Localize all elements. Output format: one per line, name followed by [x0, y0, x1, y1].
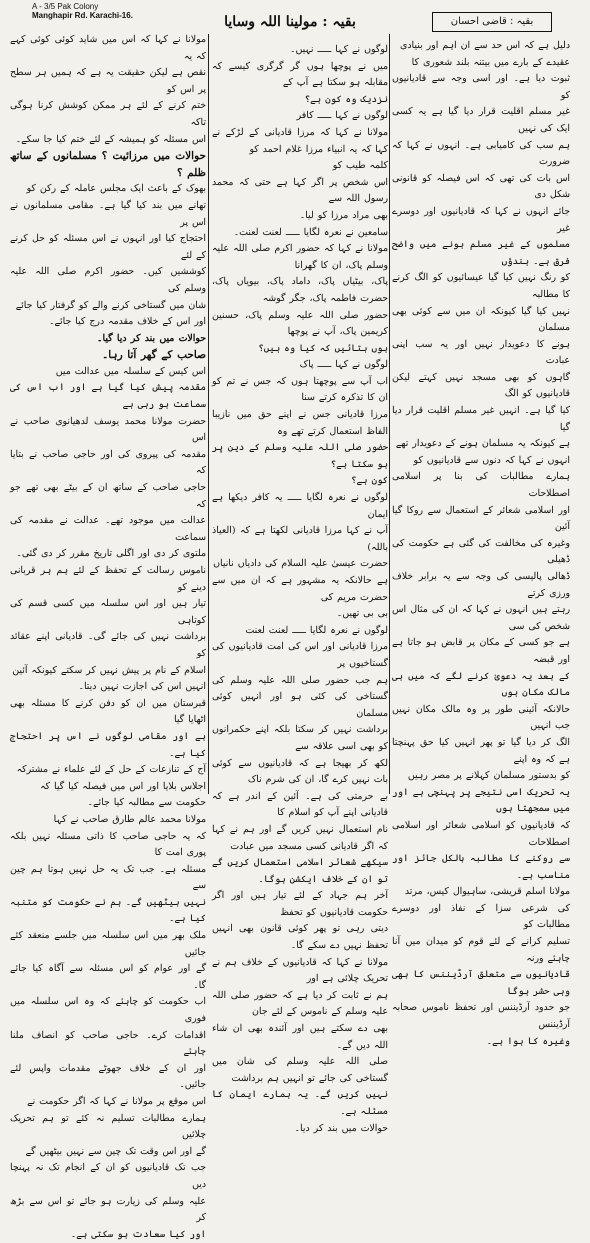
- text-line: اب حکومت کو چاہئے کہ وہ اس سلسلہ میں فوری: [10, 996, 206, 1025]
- text-line: صاحب کے گھر آتا رہا۔: [102, 349, 206, 362]
- text-line: لوگوں نے کہا ـــــ کافر: [296, 110, 388, 122]
- text-line: ہم سب کی کامیابی ہے۔ انہوں نے کہا کہ ضرورت: [392, 139, 570, 168]
- text-line: اجلاس بلایا اور اس میں فیصلہ کیا گیا کہ: [40, 780, 206, 792]
- text-line: مرزا قادیانی اور اس کی امت قادیانیوں کی گستاخیوں پر: [212, 641, 388, 669]
- text-line: مسئلہ ہے۔ جب تک یہ حل نہیں ہوتا ہم چین سے: [10, 863, 206, 892]
- continuation-heading: بقیہ : مولینا اللہ وسایا: [224, 14, 356, 30]
- text-line: اقدامات کرے۔ حاجی صاحب کو انصاف ملنا چاہئے: [10, 1029, 206, 1058]
- text-line: لوگوں نے نعرہ لگایا ـــــ یہ کافر دیکھا ہے ایمان: [212, 492, 388, 520]
- text-line: بھی مراد مرزا کو لیا۔: [299, 209, 388, 221]
- text-line: دلیل ہے کہ اس حد سے ان اہم اور بنیادی: [400, 40, 570, 51]
- text-line: گاہوں کو بھی مسجد نہیں کہتے لیکن قادیانیوں کو الگ: [392, 371, 570, 400]
- text-line: کو بدستور مسلمان کہلانے پر مصر رہیں: [407, 770, 570, 782]
- text-line: گے اور اس وقت تک چین سے نہیں بیٹھیں گے: [25, 1145, 206, 1157]
- text-line: لکھ کر بھیجا ہے کہ قادیانیوں سے کوئی بات نہیں کرے گا، ان کی شرم ناک: [212, 757, 388, 786]
- text-line: کیا گیا ہے۔ انہیں غیر مسلم اقلیت قرار دیا گیا: [392, 405, 570, 433]
- text-line: ملتوی کر دی اور اگلی تاریخ مقرر کر دی گئی۔: [16, 548, 206, 560]
- text-line: حضرت مولانا محمد یوسف لدھیانوی صاحب نے اس: [10, 415, 206, 444]
- text-line: کہ قادیانیوں کو اسلامی شعائر اور اسلامی اصطلاحات: [392, 819, 570, 848]
- text-line: غیر مسلم اقلیت قرار دیا گیا ہے یہ کسی ایک کی نہیں: [392, 106, 570, 134]
- text-line: لوگوں نے نعرہ لگایا ـــــ لعنت لعنت: [245, 624, 388, 636]
- address-line-1: A - 3/5 Pak Colony: [32, 2, 99, 11]
- text-line: اور ان کے خلاف جھوٹے مقدمات واپس لئے جائیں۔: [10, 1062, 206, 1091]
- text-line: سیکھے شعائر اسلامی استعمال کریں گے تو ان کے خلاف ایکشن ہوگا۔: [212, 857, 388, 885]
- text-line: اب آپ سے پوچھتا ہوں کہ جس نے تم کو ان کا تذکرہ کرتے سنا: [212, 375, 388, 404]
- text-line: مولانا نے کہا کہ اس میں شاید کوئی کوئی کہے کہ یہ: [10, 34, 206, 62]
- text-line: وغیرہ کا ہوا ہے۔: [486, 1035, 570, 1047]
- text-line: حضرت عیسیٰ علیہ السلام کی دادیاں نانیاں: [213, 558, 388, 570]
- text-line: ہم جب حضور صلی اللہ علیہ وسلم کی گستاخی کی کئی ہو اور انہیں کوئی مسلمان: [212, 674, 388, 719]
- text-line: اس شخص پر اگر کہا ہے حتی کہ محمد رسول اللہ سے: [212, 176, 388, 205]
- text-line: مولانا اسلم قریشی، ساہیوال کیس، مرتد: [404, 886, 570, 898]
- text-line: اس موقع پر مولانا نے کہا کہ اگر حکومت نے: [27, 1096, 206, 1107]
- text-line: انہوں نے کہا کہ دنوں سے قادیانیوں کو: [413, 454, 570, 466]
- text-line: ملک بھر میں اس سلسلہ میں جلسے منعقد کئے جائیں: [10, 930, 206, 958]
- text-line: اسلام کے نام پر پیش نہیں کر سکتے کیونکہ آئین: [12, 664, 206, 676]
- right-column: [392, 38, 570, 1050]
- text-line: حوالات میں بند کر دیا گیا۔: [97, 332, 206, 344]
- text-line: ہے جو کسی کے مکان پر قابض ہو جاتا ہے اور قبضہ: [392, 637, 570, 665]
- text-line: اور اس کے خلاف مقدمہ درج کیا جائے۔: [49, 316, 206, 328]
- text-line: حضور صلی اللہ علیہ وسلم پاک، حسنین کریمین پاک، آپ نے پوچھا: [212, 309, 388, 338]
- text-line: حاجی صاحب کے ساتھ ان کے بیٹے بھی تھے جو کہ: [10, 482, 206, 510]
- text-line: آج کے تنازعات کے حل کے لئے علماء نے مشترکہ: [16, 764, 206, 776]
- text-line: حوالات میں بند کر دیا۔: [294, 1122, 388, 1134]
- text-line: آخر ہم جہاد کے لئے تیار ہیں اور اگر حکومت قادیانیوں کو تحفظ: [212, 890, 388, 918]
- text-line: جائے انہوں نے کہا کہ قادیانیوں اور دوسرے غیر: [392, 205, 570, 234]
- text-line: آپ نے کہا مرزا قادیانی لکھتا ہے کہ (العیاذ باللہ): [212, 525, 388, 553]
- text-line: ثبوت دیا ہے۔ اور اسی وجہ سے قادیانیوں کو: [392, 73, 570, 101]
- text-line: تسلیم کرانے کے لئے قوم کو میدان میں آنا چاہئے ورنہ: [392, 936, 570, 964]
- text-line: لوگوں نے کہا ـــــ پاک: [299, 359, 388, 371]
- text-line: مقدمہ کی پیروی کی اور حاجی صاحب نے بتایا کہ: [10, 448, 206, 477]
- text-line: سے روکنے کا مطالبہ بالکل جائز اور مناسب ہے۔: [392, 853, 570, 881]
- column-divider-left: [208, 34, 209, 794]
- text-line: نقص ہے لیکن حقیقت یہ ہے کہ ہمیں ہر سطح پر اس کو: [10, 67, 206, 95]
- text-line: انہیں اس کی اجازت نہیں دیتا۔: [78, 681, 206, 693]
- middle-column: [212, 42, 388, 1137]
- text-line: اور کیا سعادت ہو سکتی ہے۔: [70, 1228, 206, 1240]
- text-line: تیار ہیں اور اس سلسلہ میں کسی قسم کی کوتاہی: [10, 598, 206, 626]
- text-line: مولانا محمد عالم طارق صاحب نے کہا: [53, 813, 206, 825]
- text-line: نام استعمال نہیں کریں گے اور ہم نے کہا کہ اگر قادیانی کسی مسجد میں عبادت: [212, 823, 388, 852]
- text-line: وغیرہ کی مخالفت کی گئی ہے حکومت کی ڈھیلی: [392, 537, 570, 566]
- text-line: اس بات کی تھی کہ اس فیصلہ کو قانونی شکل دی: [392, 172, 570, 201]
- text-line: شان میں گستاخی کرنے والے کو گرفتار کیا جائے: [15, 299, 206, 311]
- text-line: اور اسلامی شعائر کے استعمال سے روکا گیا آئین: [392, 504, 570, 533]
- text-line: عدالت میں موجود تھے۔ عدالت نے مقدمہ کی سماعت: [10, 515, 206, 543]
- text-line: بھوک کے باعث ایک مجلس عاملہ کے رکن کو: [26, 183, 206, 195]
- text-line: ناموس رسالت کے تحفظ کے لئے ہم ہر قربانی دینے کو: [10, 565, 206, 593]
- text-line: جب تک قادیانیوں کو ان کے انجام تک نہ پہنچا دیں: [10, 1162, 206, 1190]
- text-line: مسلموں کے غیر مسلم ہونے میں واضح فرق ہے۔ ہندؤں: [392, 239, 570, 267]
- text-line: مولانا نے کہا کہ قادیانیوں کے خلاف ہم نے تحریک چلائی ہے اور: [212, 956, 388, 985]
- text-line: قادیانیوں سے متعلق آرڈیننس کا بھی وہی حشر ہوگا: [392, 969, 570, 997]
- text-line: ہم نے ثابت کر دیا ہے کہ حضور صلی اللہ علیہ وسلم کے ناموس کے لئے جان: [212, 989, 388, 1018]
- text-line: کے بعد یہ دعویٰ کرنے لگے کہ میں ہی مالک مکان ہوں: [392, 670, 570, 699]
- text-line: نہیں بیٹھیں گے۔ ہم نے حکومت کو متنبہ کیا ہے۔: [10, 896, 206, 925]
- text-line: ہونے کا دعویدار نہیں اور یہ سب اپنی عبادت: [392, 338, 570, 367]
- text-line: نزدیک وہ کون ہے؟: [304, 93, 388, 105]
- column-divider-right: [389, 34, 390, 794]
- text-line: نہیں کیا گیا کیونکہ ان میں سے کوئی بھی مسلمان: [392, 305, 570, 334]
- text-line: کی شرعی سزا کے نفاذ اور دوسرے مطالبات کو: [392, 902, 570, 931]
- text-line: صلی اللہ علیہ وسلم کی شان میں گستاخی کی جائے تو انہیں ہم برداشت: [212, 1056, 388, 1084]
- text-line: علیہ وسلم کی زیارت ہو جائے تو اس سے بڑھ کر: [10, 1195, 206, 1224]
- text-line: گے اور عوام کو اس مسئلہ سے آگاہ کیا جائے گا۔: [10, 963, 206, 991]
- left-column: [10, 32, 206, 1243]
- text-line: کون ہے؟: [351, 475, 388, 487]
- text-line: کہ یہ حاجی صاحب کا ذاتی مسئلہ نہیں بلکہ پوری امت کا: [10, 830, 206, 859]
- text-line: میں نے پوچھا ہوں گر گرگری کیسے کہ مقابلہ ہو سکتا ہے آپ کے: [212, 60, 388, 89]
- text-line: احتجاج کیا اور انہوں نے اس مسئلہ کو حل کرنے کے لئے: [10, 233, 206, 261]
- text-line: ہے حالانکہ یہ مشہور ہے کہ ان میں سے حضرت مریم کی: [212, 575, 388, 603]
- continuation-byline-box: بقیہ : قاضی احسان: [432, 12, 552, 32]
- text-line: حالانکہ آئینی طور پر وہ مالک مکان نہیں جب انہیں: [392, 703, 570, 732]
- text-line: ہوں بتائیں کہ کیا وہ ہیں؟: [258, 342, 388, 354]
- text-line: ہے کیونکہ یہ مسلمان ہونے کے دعویدار تھے: [395, 438, 570, 450]
- text-line: برداشت نہیں کر سکتا بلکہ اپنے حکمرانوں کو بھی اسی علاقہ سے: [212, 724, 388, 752]
- text-line: نہیں کریں گے۔ یہ ہمارے ایمان کا مسئلہ ہے۔: [212, 1089, 388, 1117]
- text-line: اس کیس کے سلسلہ میں عدالت میں: [55, 365, 206, 377]
- text-line: مقدمہ پیش کیا گیا ہے اور اب اس کی سماعت ہو رہی ہے: [10, 382, 206, 411]
- text-line: تھانے میں بند کیا گیا ہے۔ مقامی مسلمانوں نے اس پر: [10, 199, 206, 228]
- text-line: بھی دے سکتے ہیں اور آئندہ بھی ان شاء اللہ دیں گے۔: [212, 1023, 388, 1051]
- text-line: ہمارے مطالبات تسلیم نہ کئے تو ہم تحریک چلائیں: [10, 1112, 206, 1141]
- text-line: اس مسئلہ کو ہمیشہ کے لئے ختم کیا جا سکے۔: [15, 133, 206, 145]
- text-line: مولانا نے کہا کہ حضور اکرم صلی اللہ علیہ وسلم پاک، ان کا گھرانا: [212, 243, 388, 271]
- text-line: یہ تحریک اسی نتیجے پر پہنچی ہے اور میں سمجھتا ہوں: [392, 786, 570, 815]
- text-line: جو حدود آرڈیننس اور تحفظ ناموس صحابہ آرڈیننس: [392, 1002, 570, 1031]
- text-line: کو رنگ نہیں کیا گیا عیسائیوں کو الگ کرنے کا مطالبہ: [392, 272, 570, 300]
- text-line: حکومت سے مطالبہ کیا جائے۔: [87, 797, 206, 809]
- text-line: بے حرمتی کی ہے۔ آئین کے اندر ہے کہ قادیانی اپنے آپ کو اسلام کا: [212, 790, 388, 819]
- text-line: قبرستان میں ان کو دفن کرنے کا مسئلہ بھی اٹھایا گیا: [10, 697, 206, 726]
- text-line: مولانا نے کہا کہ مرزا قادیانی کے لڑکے نے کہا کہ یہ انبیاء مرزا غلام احمد کو: [212, 126, 388, 155]
- text-line: رہتے ہیں انہوں نے کہا کہ ان کی مثال اس شخص کی سی: [392, 604, 570, 632]
- text-line: ڈھالی پالیسی کی وجہ سے یہ برابر خلاف ورزی کرتے: [392, 571, 570, 599]
- text-line: دیتی رہی تو پھر کوئی قانون بھی انہیں تحفظ نہیں دے سکے گا۔: [212, 923, 388, 952]
- text-line: سامعین نے نعرہ لگایا ـــــ لعنت لعنت۔: [233, 226, 388, 238]
- text-line: کوششیں کیں۔ حضور اکرم صلی اللہ علیہ وسلم کی: [10, 266, 206, 294]
- text-line: حضور صلی اللہ علیہ وسلم کے دین پر ہو سکتا ہے؟: [212, 442, 388, 470]
- text-line: عقیدے کے بارے میں بیتنہ بلند شعوری کا: [411, 56, 570, 68]
- text-line: حوالات میں مرزائیت ؟ مسلمانوں کے ساتھ ظلم ؟: [10, 150, 206, 179]
- address-line-2: Manghapir Rd. Karachi-16.: [32, 11, 133, 20]
- text-line: الگ کر دیا گیا تو پھر انہیں کیا حق پہنچتا ہے کہ وہ اپنے: [392, 736, 570, 765]
- text-line: پاک، بیٹیاں پاک، داماد پاک، بیویاں پاک، حضرت فاطمہ پاک، جگر گوشہ: [212, 276, 388, 304]
- text-line: برداشت نہیں کی جائے گی۔ قادیانی اپنے عقائد کو: [10, 631, 206, 659]
- text-line: ہے اور مقامی لوگوں نے اس پر احتجاج کیا ہے۔: [10, 730, 206, 759]
- text-line: کلمہ طیب کو: [332, 160, 388, 172]
- text-line: مرزا قادیانی جس نے اپنے حق میں نازیبا الفاظ استعمال کرتے تھے وہ: [212, 409, 388, 437]
- text-line: ختم کرنے کے لئے ہر ممکن کوشش کرنا ہوگی تاکہ: [10, 100, 206, 128]
- text-line: ہمارے مطالبات کی بنا پر اسلامی اصطلاحات: [392, 471, 570, 500]
- text-line: بی بی تھیں۔: [336, 608, 388, 620]
- text-line: لوگوں نے کہا ـــــ نہیں۔: [289, 44, 388, 55]
